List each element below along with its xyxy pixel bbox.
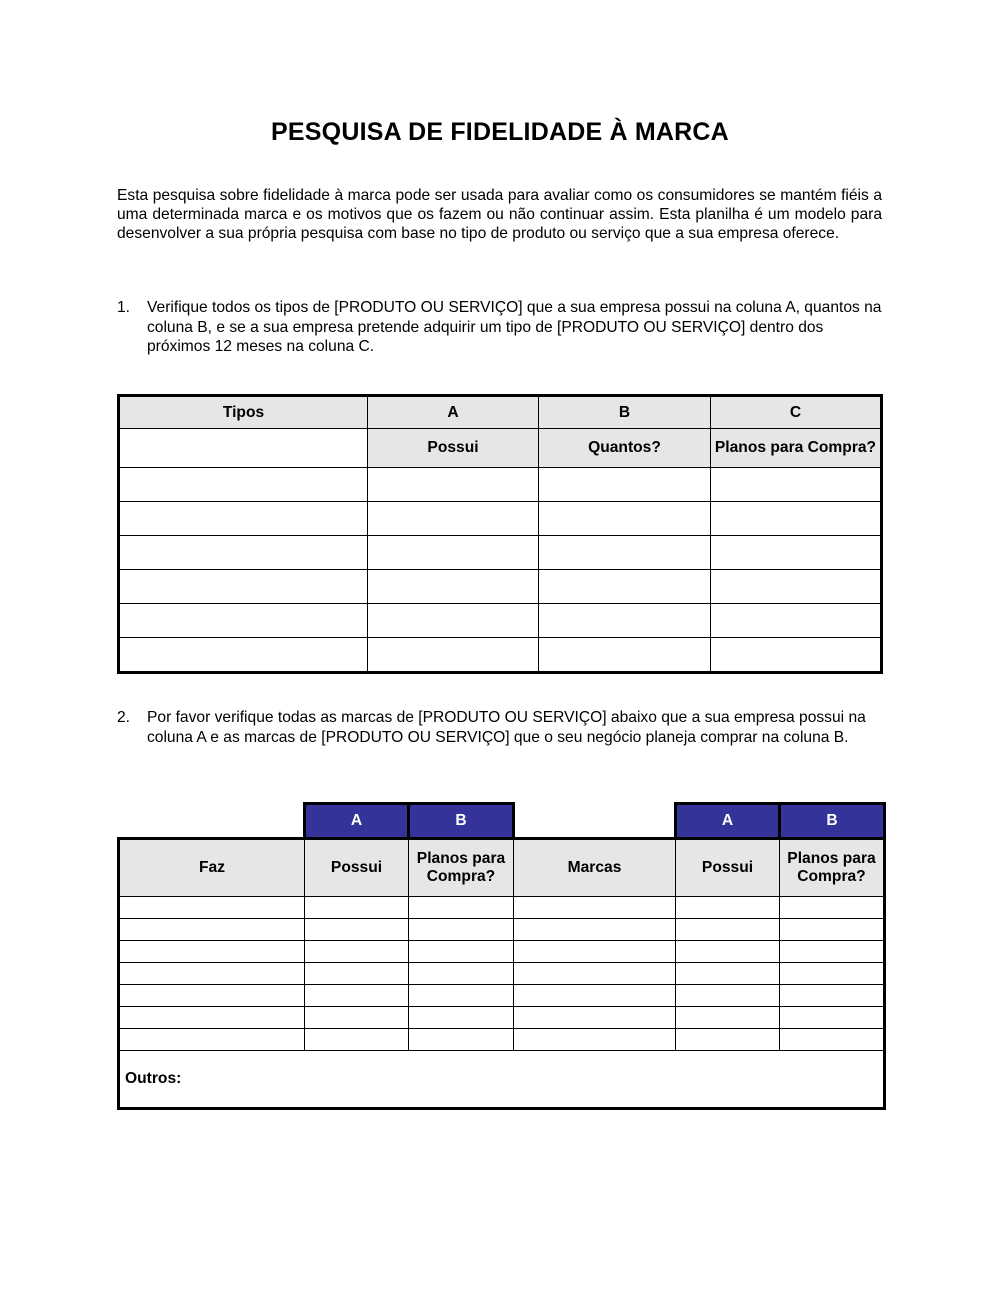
table-row — [119, 1029, 885, 1051]
document-title: PESQUISA DE FIDELIDADE À MARCA — [271, 118, 729, 146]
cell-input[interactable] — [676, 941, 780, 963]
cell-input[interactable] — [780, 1007, 885, 1029]
t1-header-planos: Planos para Compra? — [711, 429, 882, 468]
table-row — [119, 604, 882, 638]
cell-input[interactable] — [539, 604, 711, 638]
cell-input[interactable] — [514, 985, 676, 1007]
cell-input[interactable] — [119, 1029, 305, 1051]
t1-header-col-c: C — [711, 396, 882, 429]
cell-input[interactable] — [539, 536, 711, 570]
cell-input[interactable] — [711, 638, 882, 673]
cell-input[interactable] — [409, 897, 514, 919]
cell-input[interactable] — [119, 897, 305, 919]
cell-input[interactable] — [119, 570, 368, 604]
outros-field[interactable] — [119, 1051, 885, 1109]
question-1-text: Verifique todos os tipos de [PRODUTO OU SERVIÇO] que a sua empresa possui na coluna A, quantos na coluna B, e se a sua empresa pretende adquirir um tipo de [PRODUTO OU SERVIÇO] dentro dos próximos 12 meses na coluna C. — [147, 299, 882, 355]
cell-input[interactable] — [305, 919, 409, 941]
t1-blank-header-cell — [119, 429, 368, 468]
cell-input[interactable] — [711, 468, 882, 502]
table-row — [119, 1007, 885, 1029]
t2-header-possui-right: Possui — [676, 839, 780, 897]
cell-input[interactable] — [119, 502, 368, 536]
cell-input[interactable] — [711, 502, 882, 536]
cell-input[interactable] — [119, 985, 305, 1007]
cell-input[interactable] — [119, 1007, 305, 1029]
table-row — [119, 536, 882, 570]
table-row — [119, 468, 882, 502]
cell-input[interactable] — [514, 963, 676, 985]
cell-input[interactable] — [305, 985, 409, 1007]
cell-input[interactable] — [305, 941, 409, 963]
cell-input[interactable] — [711, 536, 882, 570]
brands-table — [117, 802, 886, 1110]
cell-input[interactable] — [539, 638, 711, 673]
question-2 — [117, 708, 882, 747]
table-row — [119, 919, 885, 941]
cell-input[interactable] — [409, 941, 514, 963]
t2-top-label-a-right: A — [676, 804, 780, 839]
cell-input[interactable] — [676, 1007, 780, 1029]
cell-input[interactable] — [305, 1029, 409, 1051]
cell-input[interactable] — [119, 919, 305, 941]
cell-input[interactable] — [514, 919, 676, 941]
cell-input[interactable] — [368, 604, 539, 638]
cell-input[interactable] — [539, 570, 711, 604]
t2-header-possui-left: Possui — [305, 839, 409, 897]
cell-input[interactable] — [514, 1007, 676, 1029]
t1-header-col-b: B — [539, 396, 711, 429]
cell-input[interactable] — [676, 897, 780, 919]
cell-input[interactable] — [676, 985, 780, 1007]
cell-input[interactable] — [409, 1007, 514, 1029]
cell-input[interactable] — [539, 502, 711, 536]
cell-input[interactable] — [539, 468, 711, 502]
t1-header-tipos: Tipos — [119, 396, 368, 429]
t2-header-planos-left: Planos para Compra? — [409, 839, 514, 897]
table-row — [119, 985, 885, 1007]
question-1 — [117, 298, 882, 357]
table-row — [119, 502, 882, 536]
outros-label: Outros: — [125, 1070, 182, 1087]
t1-header-col-a: A — [368, 396, 539, 429]
t1-header-quantos: Quantos? — [539, 429, 711, 468]
cell-input[interactable] — [119, 468, 368, 502]
cell-input[interactable] — [305, 1007, 409, 1029]
cell-input[interactable] — [676, 919, 780, 941]
question-2-text: Por favor verifique todas as marcas de [PRODUTO OU SERVIÇO] abaixo que a sua empresa possui na coluna A e as marcas de [PRODUTO OU SERVIÇO] que o seu negócio planeja comprar na coluna B. — [147, 709, 866, 746]
cell-input[interactable] — [409, 985, 514, 1007]
table-row — [119, 638, 882, 673]
question-2-number: 2. — [117, 709, 131, 726]
table-row — [119, 570, 882, 604]
cell-input[interactable] — [368, 570, 539, 604]
cell-input[interactable] — [305, 897, 409, 919]
cell-input[interactable] — [119, 941, 305, 963]
cell-input[interactable] — [368, 536, 539, 570]
cell-input[interactable] — [711, 604, 882, 638]
intro-paragraph: Esta pesquisa sobre fidelidade à marca pode ser usada para avaliar como os consumidores se mantém fiéis a uma determinada marca e os motivos que os fazem ou não continuar assim. Esta planilha é um modelo para desenvolver a sua própria pesquisa com base no tipo de produto ou serviço que a sua empresa oferece. — [117, 187, 882, 242]
cell-input[interactable] — [711, 570, 882, 604]
cell-input[interactable] — [119, 963, 305, 985]
cell-input[interactable] — [409, 1029, 514, 1051]
question-1-number: 1. — [117, 299, 131, 316]
t2-header-planos-right: Planos para Compra? — [780, 839, 885, 897]
cell-input[interactable] — [368, 502, 539, 536]
cell-input[interactable] — [514, 941, 676, 963]
cell-input[interactable] — [368, 638, 539, 673]
cell-input[interactable] — [676, 963, 780, 985]
cell-input[interactable] — [409, 963, 514, 985]
table-row — [119, 941, 885, 963]
table-row — [119, 897, 885, 919]
cell-input[interactable] — [119, 604, 368, 638]
cell-input[interactable] — [514, 1029, 676, 1051]
t2-top-label-a-left: A — [305, 804, 409, 839]
table-row — [119, 963, 885, 985]
product-types-table — [117, 394, 883, 674]
cell-input[interactable] — [514, 897, 676, 919]
cell-input[interactable] — [780, 941, 885, 963]
t2-header-marcas: Marcas — [514, 839, 676, 897]
t1-header-possui: Possui — [368, 429, 539, 468]
cell-input[interactable] — [676, 1029, 780, 1051]
cell-input[interactable] — [780, 919, 885, 941]
cell-input[interactable] — [780, 897, 885, 919]
cell-input[interactable] — [409, 919, 514, 941]
cell-input[interactable] — [780, 1029, 885, 1051]
cell-input[interactable] — [780, 985, 885, 1007]
cell-input[interactable] — [368, 468, 539, 502]
t2-top-label-b-right: B — [780, 804, 885, 839]
cell-input[interactable] — [305, 963, 409, 985]
t2-header-faz: Faz — [119, 839, 305, 897]
cell-input[interactable] — [780, 963, 885, 985]
cell-input[interactable] — [119, 638, 368, 673]
t2-top-label-b-left: B — [409, 804, 514, 839]
cell-input[interactable] — [119, 536, 368, 570]
